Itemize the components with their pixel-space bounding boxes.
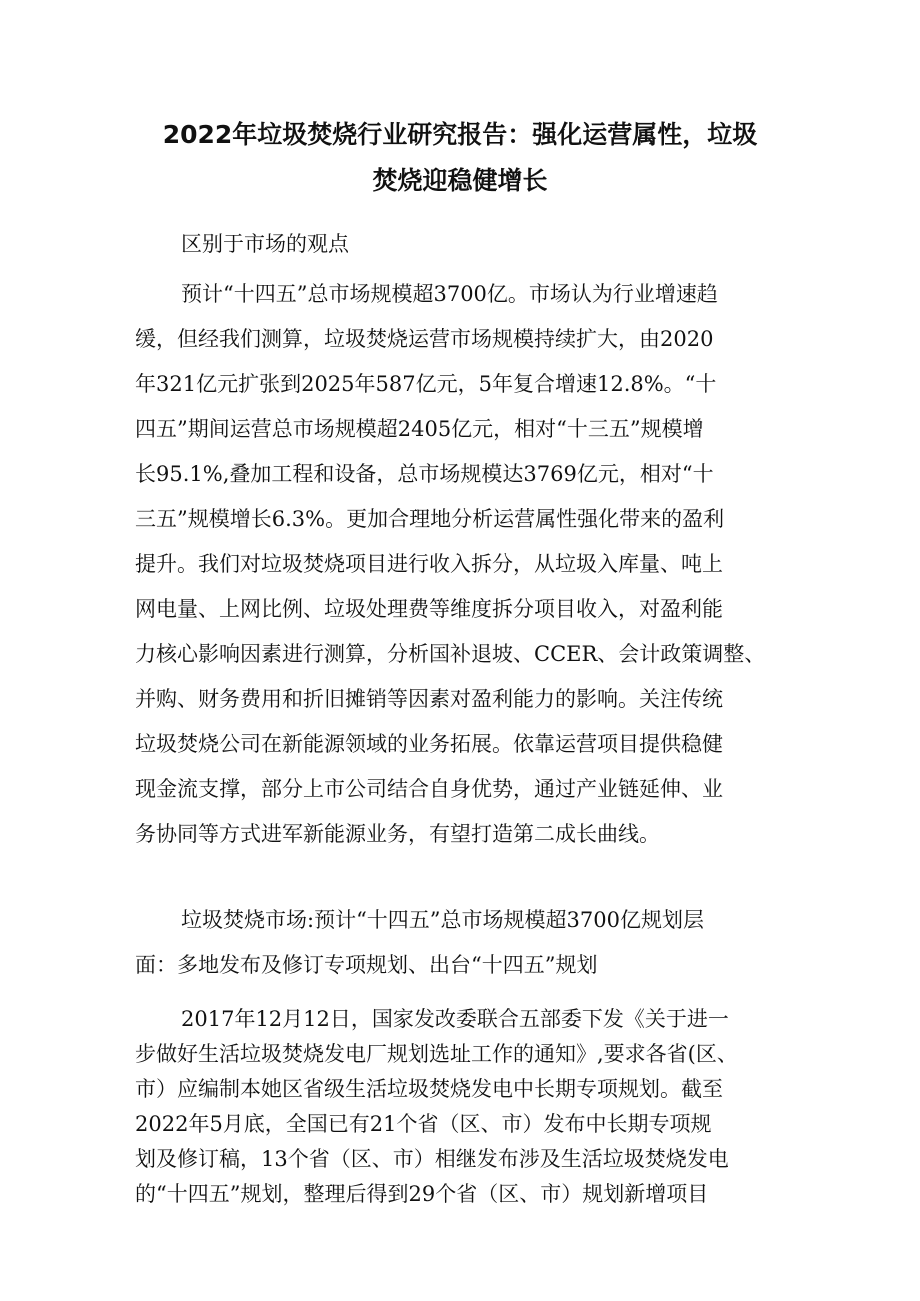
paragraph-line: 步做好生活垃圾焚烧发电厂规划选址工作的通知》,要求各省(区、: [135, 1042, 738, 1066]
paragraph-planning: [135, 1002, 795, 1212]
paragraph-line: 四五”期间运营总市场规模超2405亿元，相对“十三五”规模增: [135, 417, 704, 441]
paragraph-line: 网电量、上网比例、垃圾处理费等维度拆分项目收入，对盈利能: [135, 597, 723, 621]
paragraph-line: 提升。我们对垃圾焚烧项目进行收入拆分，从垃圾入库量、吨上: [135, 552, 723, 576]
document-title: [135, 112, 785, 204]
paragraph-line: 年321亿元扩张到2025年587亿元，5年复合增速12.8%。“十: [135, 372, 717, 396]
paragraph-line: 三五”规模增长6.3%。更加合理地分析运营属性强化带来的盈利: [135, 507, 725, 531]
paragraph-line: 划及修订稿，13个省（区、市）相继发布涉及生活垃圾焚烧发电: [135, 1147, 729, 1171]
paragraph-line: 力核心影响因素进行测算，分析国补退坡、CCER、会计政策调整、: [135, 642, 766, 666]
paragraph-line: 市）应编制本她区省级生活垃圾焚烧发电中长期专项规划。截至: [135, 1077, 723, 1101]
paragraph-line: 并购、财务费用和折旧摊销等因素对盈利能力的影响。关注传统: [135, 687, 723, 711]
paragraph-market-view: [135, 272, 795, 857]
paragraph-line: 缓，但经我们测算，垃圾焚烧运营市场规模持续扩大，由2020: [135, 327, 714, 351]
paragraph-line: 2022年5月底，全国已有21个省（区、市）发布中长期专项规: [135, 1112, 712, 1136]
paragraph-line: 面：多地发布及修订专项规划、出台“十四五”规划: [135, 953, 598, 977]
paragraph-line: 现金流支撑，部分上市公司结合自身优势，通过产业链延伸、业: [135, 777, 723, 801]
title-line-2: 焚烧迎稳健增长: [372, 166, 548, 195]
paragraph-incineration-market: [135, 898, 795, 988]
paragraph-line: 务协同等方式进军新能源业务，有望打造第二成长曲线。: [135, 822, 660, 846]
paragraph-line: 预计“十四五”总市场规模超3700亿。市场认为行业增速趋: [181, 282, 718, 306]
paragraph-line: 垃圾焚烧市场:预计“十四五”总市场规模超3700亿规划层: [181, 908, 704, 932]
paragraph-line: 2017年12月12日，国家发改委联合五部委下发《关于进一: [181, 1007, 729, 1031]
title-line-1: 2022年垃圾焚烧行业研究报告：强化运营属性，垃圾: [162, 120, 758, 149]
paragraph-line: 垃圾焚烧公司在新能源领域的业务拓展。依靠运营项目提供稳健: [135, 732, 723, 756]
paragraph-line: 的“十四五”规划，整理后得到29个省（区、市）规划新增项目: [135, 1182, 709, 1206]
section-heading-text: 区别于市场的观点: [181, 232, 349, 256]
section-heading: [135, 222, 795, 267]
paragraph-line: 长95.1%,叠加工程和设备，总市场规模达3769亿元，相对“十: [135, 462, 714, 486]
